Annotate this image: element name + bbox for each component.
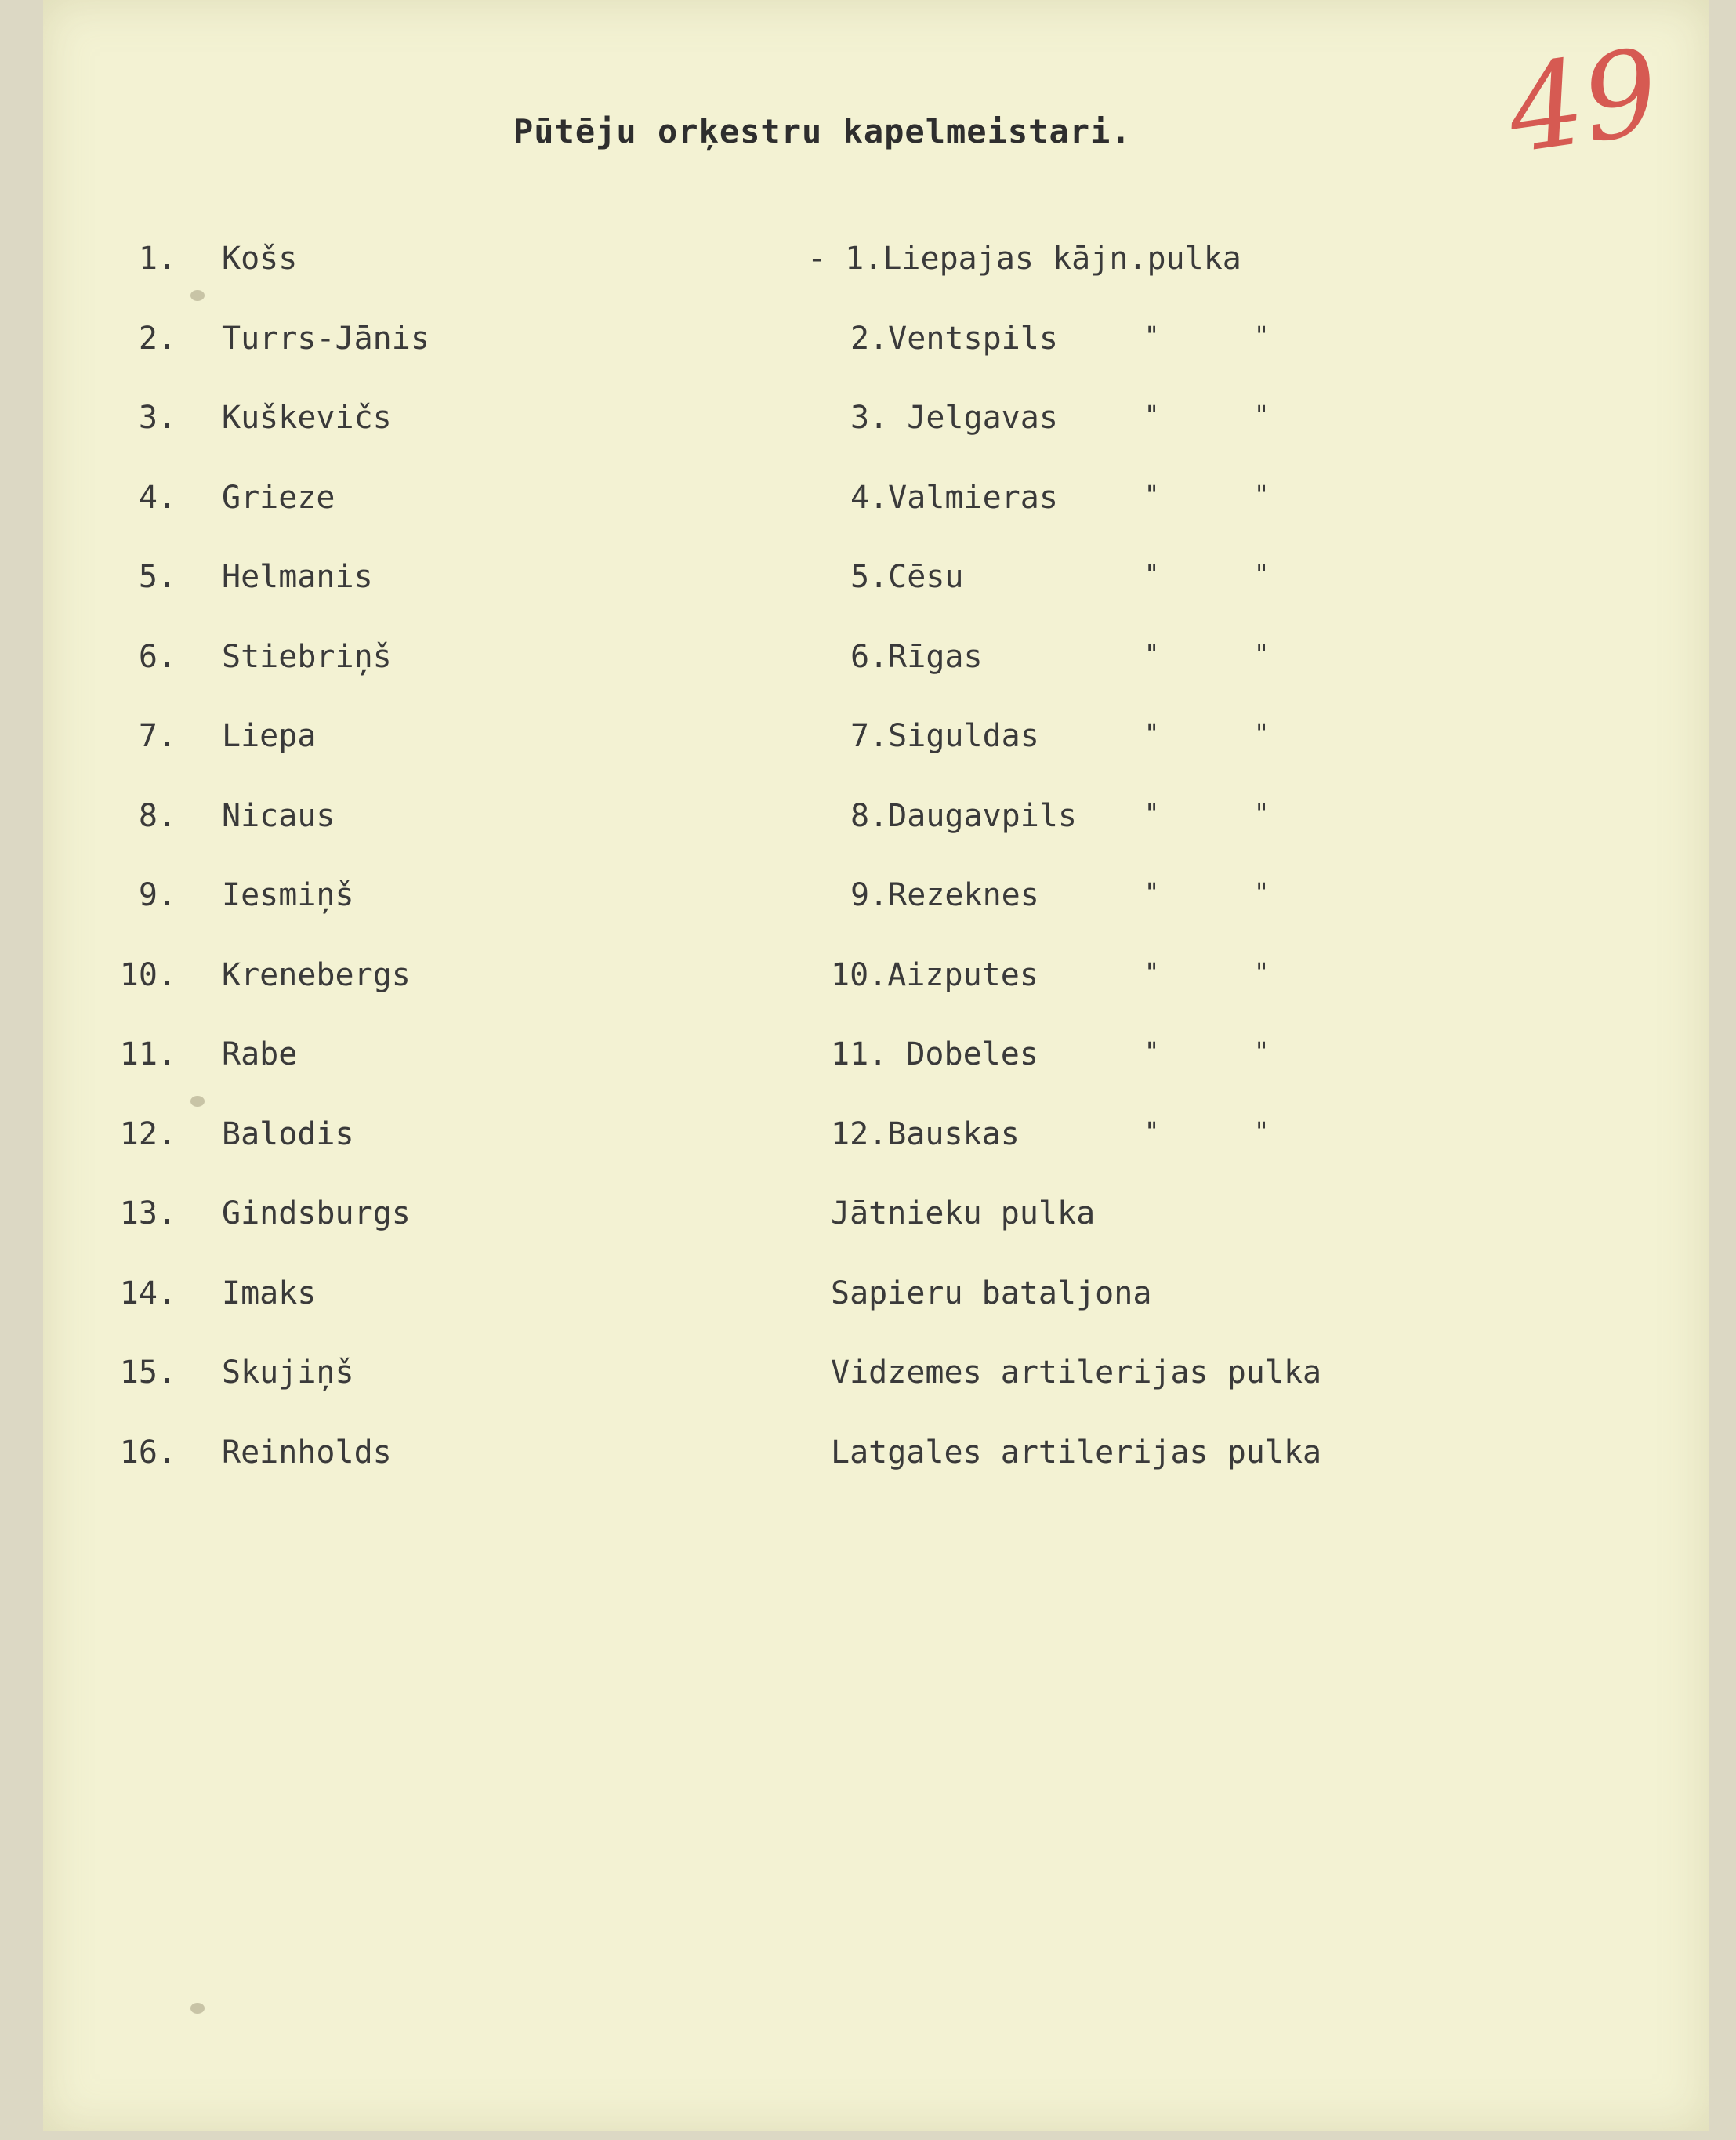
regiment-name: 10.Aizputes	[831, 956, 1038, 993]
list-item	[43, 480, 1709, 527]
list-item	[43, 400, 1709, 447]
ditto-mark: "	[1254, 479, 1270, 510]
conductor-name: Nicaus	[222, 797, 335, 834]
ditto-mark: "	[1144, 559, 1160, 589]
item-number: 6.	[138, 638, 176, 675]
ditto-mark: "	[1254, 320, 1270, 350]
list-item	[43, 1116, 1709, 1163]
item-number: 15.	[119, 1355, 176, 1391]
conductor-name: Košs	[222, 241, 298, 277]
regiment-name: 7.Siguldas	[850, 718, 1039, 754]
ditto-mark: "	[1144, 877, 1160, 907]
item-number: 4.	[138, 479, 176, 516]
item-number: 2.	[138, 320, 176, 357]
item-number: 12.	[119, 1115, 176, 1152]
conductor-name: Stiebriņš	[222, 638, 392, 675]
item-number: 14.	[119, 1275, 176, 1311]
regiment-name: Vidzemes artilerijas pulka	[831, 1355, 1322, 1391]
document-title: Pūtēju orķestru kapelmeistari.	[513, 112, 1132, 151]
conductor-name: Krenebergs	[222, 956, 411, 993]
regiment-name: 11. Dobeles	[831, 1036, 1038, 1072]
regiment-name: 2.Ventspils	[850, 320, 1058, 357]
item-number: 1.	[138, 241, 176, 277]
list-item	[43, 321, 1709, 368]
list-item	[43, 877, 1709, 924]
regiment-name: Latgales artilerijas pulka	[831, 1434, 1322, 1471]
item-number: 9.	[138, 877, 176, 913]
ditto-mark: "	[1254, 956, 1270, 987]
item-number: 11.	[119, 1036, 176, 1072]
conductor-name: Gindsburgs	[222, 1195, 411, 1231]
item-number: 13.	[119, 1195, 176, 1231]
ditto-mark: "	[1254, 877, 1270, 907]
conductor-name: Rabe	[222, 1036, 298, 1072]
ditto-mark: "	[1144, 479, 1160, 510]
list-item	[43, 1355, 1709, 1402]
list-item	[43, 718, 1709, 765]
list-item	[43, 639, 1709, 686]
ditto-mark: "	[1254, 559, 1270, 589]
regiment-name: Jātnieku pulka	[831, 1195, 1096, 1231]
ditto-mark: "	[1144, 400, 1160, 430]
list-item	[43, 957, 1709, 1004]
conductor-name: Balodis	[222, 1115, 354, 1152]
ditto-mark: "	[1144, 320, 1160, 350]
conductor-name: Imaks	[222, 1275, 317, 1311]
list-item	[43, 241, 1709, 288]
document-sheet	[43, 0, 1709, 2131]
list-item	[43, 1195, 1709, 1242]
item-number: 16.	[119, 1434, 176, 1471]
ditto-mark: "	[1254, 1115, 1270, 1146]
regiment-name: 8.Daugavpils	[850, 797, 1077, 834]
regiment-name: 5.Cēsu	[850, 559, 964, 595]
handwritten-page-number: 49	[1499, 24, 1668, 180]
ditto-mark: "	[1144, 1115, 1160, 1146]
list-item	[43, 559, 1709, 606]
ditto-mark: "	[1144, 638, 1160, 669]
list-item	[43, 1435, 1709, 1482]
regiment-name: 6.Rīgas	[850, 638, 983, 675]
list-item	[43, 1275, 1709, 1322]
item-number: 10.	[119, 956, 176, 993]
regiment-name: - 1.Liepajas kājn.pulka	[807, 241, 1241, 277]
regiment-name: Sapieru bataljona	[831, 1275, 1152, 1311]
conductor-name: Skujiņš	[222, 1355, 354, 1391]
conductor-name: Reinholds	[222, 1434, 392, 1471]
conductor-name: Iesmiņš	[222, 877, 354, 913]
conductor-name: Helmanis	[222, 559, 373, 595]
regiment-name: 4.Valmieras	[850, 479, 1058, 516]
item-number: 8.	[138, 797, 176, 834]
ditto-mark: "	[1254, 638, 1270, 669]
conductor-name: Grieze	[222, 479, 335, 516]
ditto-mark: "	[1144, 797, 1160, 828]
ditto-mark: "	[1144, 718, 1160, 748]
ditto-mark: "	[1254, 400, 1270, 430]
regiment-name: 12.Bauskas	[831, 1115, 1020, 1152]
regiment-name: 3. Jelgavas	[850, 400, 1058, 436]
conductor-name: Liepa	[222, 718, 317, 754]
item-number: 3.	[138, 400, 176, 436]
paper-hole-mark	[190, 1096, 205, 1107]
ditto-mark: "	[1144, 1036, 1160, 1066]
item-number: 5.	[138, 559, 176, 595]
conductor-name: Turrs-Jānis	[222, 320, 429, 357]
paper-hole-mark	[190, 290, 205, 301]
ditto-mark: "	[1254, 797, 1270, 828]
item-number: 7.	[138, 718, 176, 754]
list-item	[43, 798, 1709, 845]
paper-hole-mark	[190, 2003, 205, 2014]
regiment-name: 9.Rezeknes	[850, 877, 1039, 913]
ditto-mark: "	[1254, 718, 1270, 748]
conductor-name: Kuškevičs	[222, 400, 392, 436]
ditto-mark: "	[1254, 1036, 1270, 1066]
list-item	[43, 1036, 1709, 1083]
ditto-mark: "	[1144, 956, 1160, 987]
